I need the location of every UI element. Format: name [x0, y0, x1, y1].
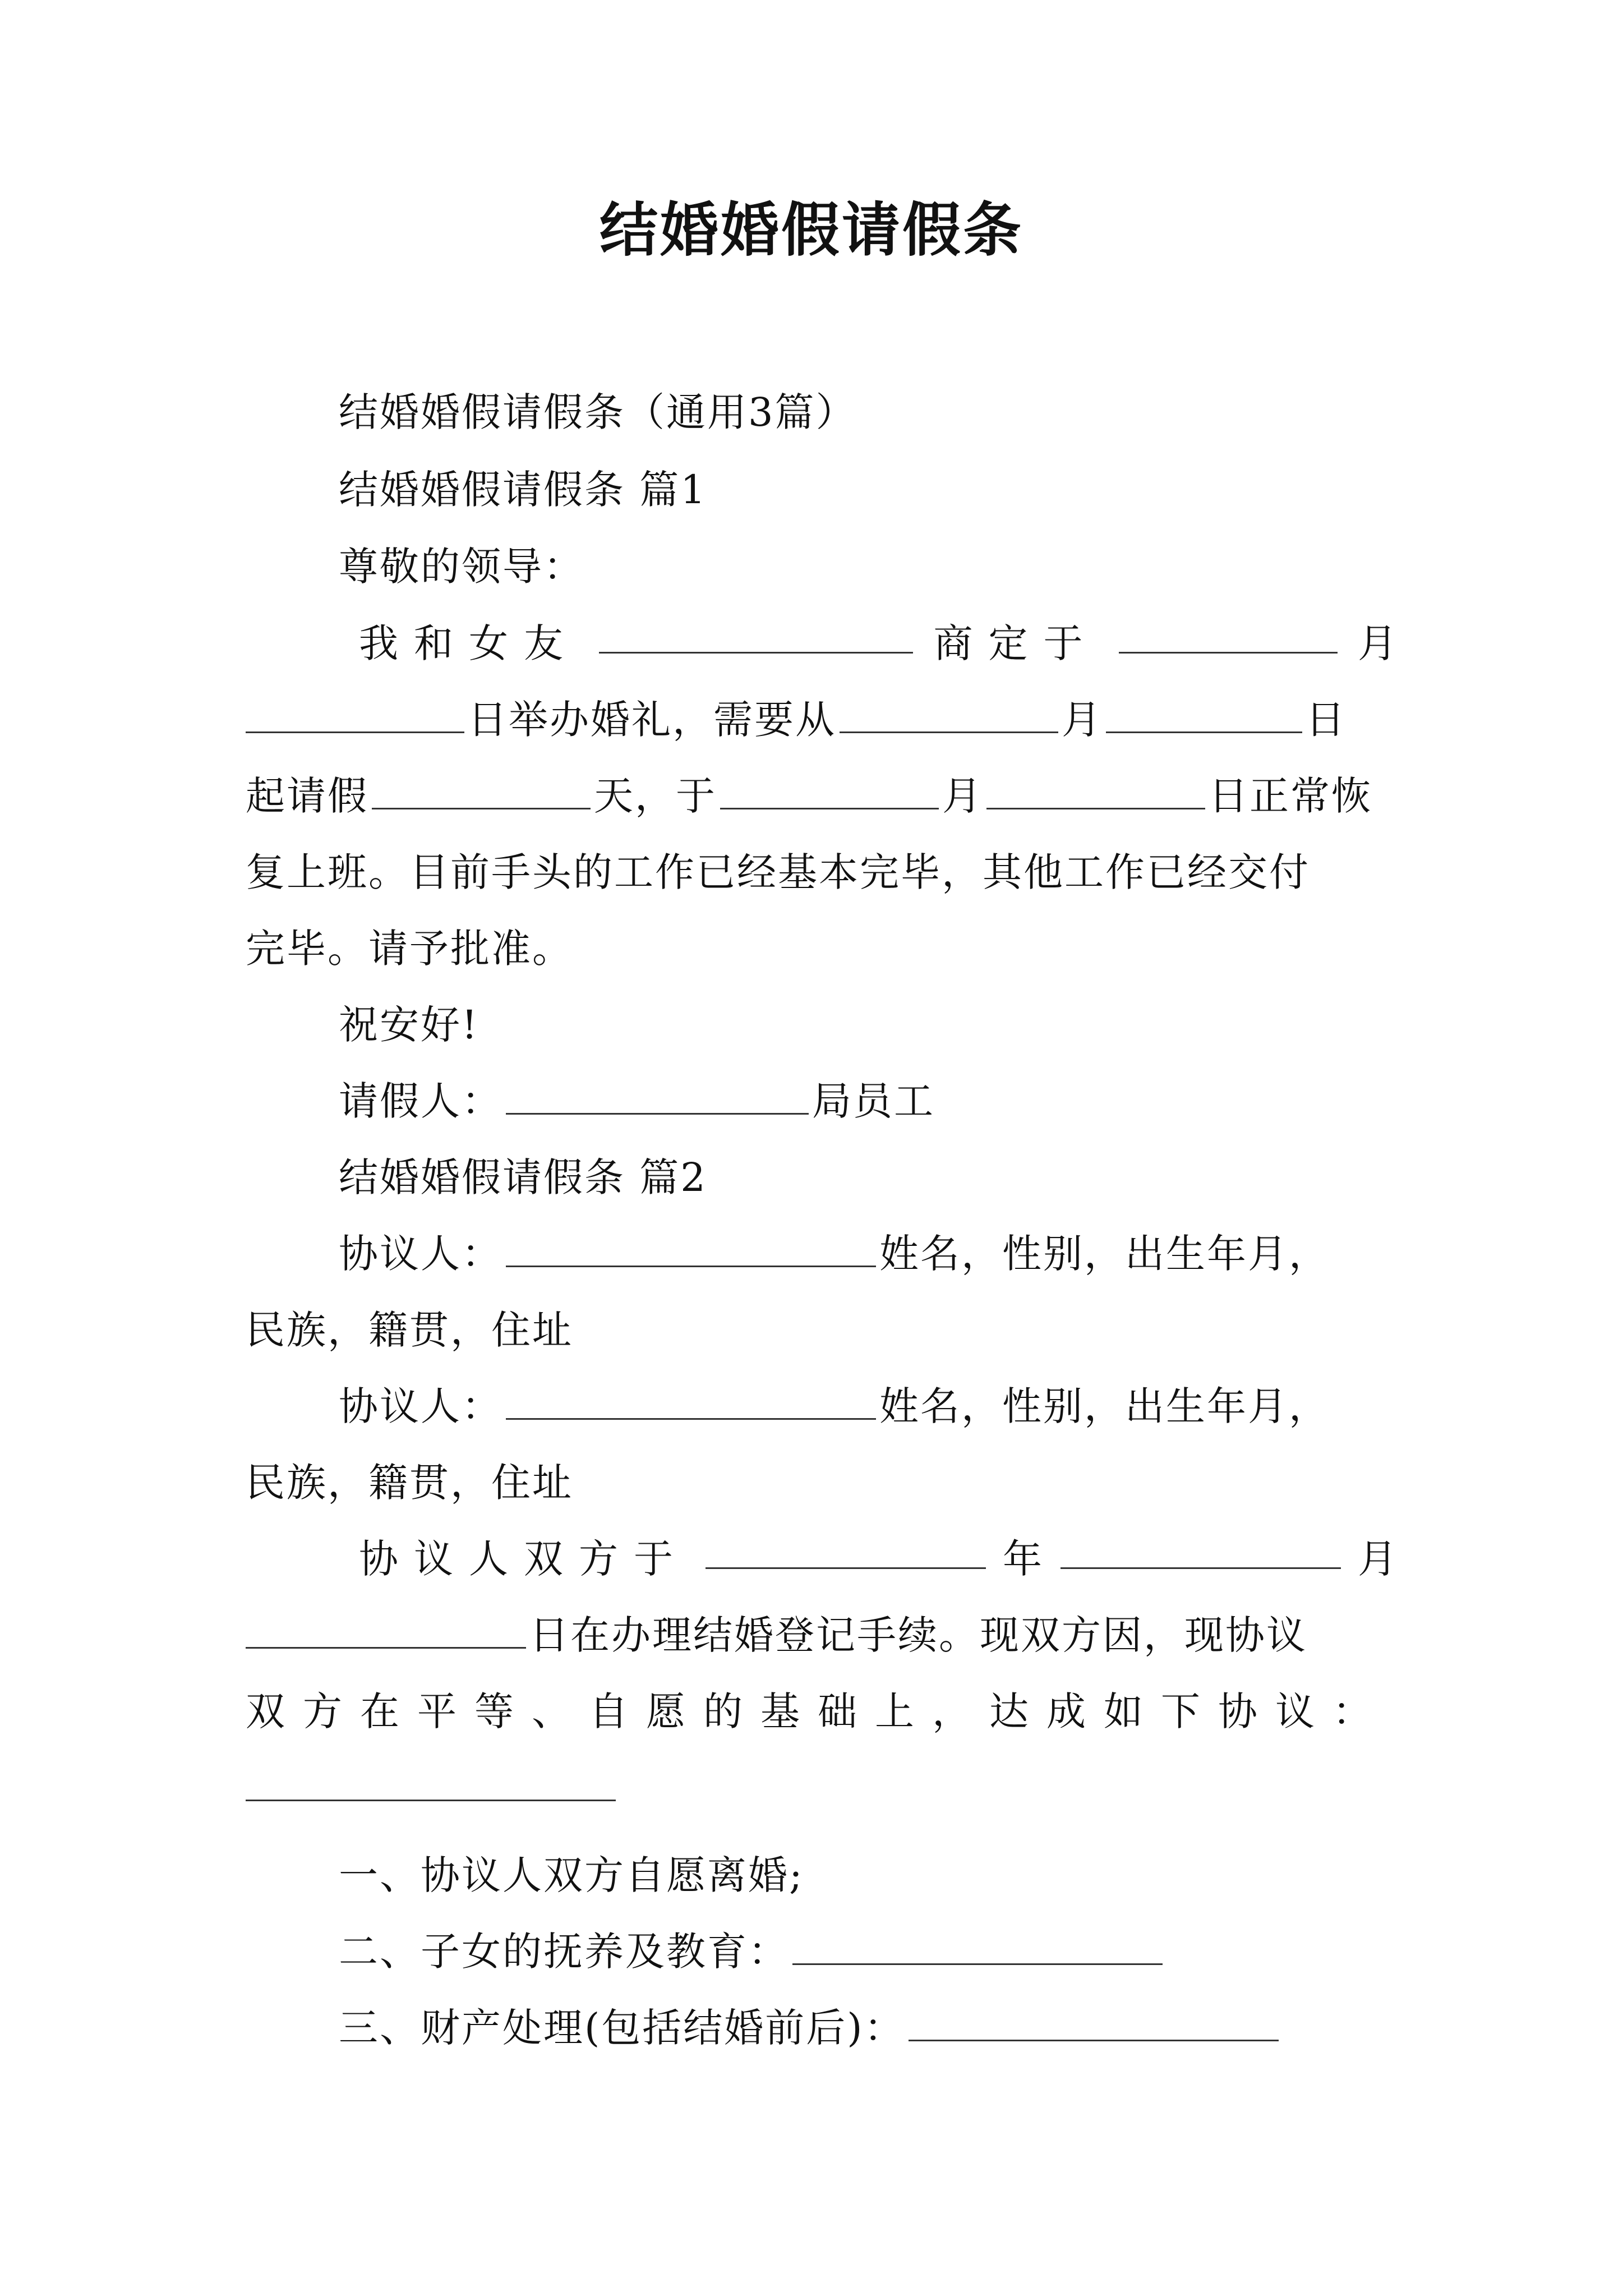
paragraph-line: 完毕。请予批准。 [246, 926, 573, 972]
blank-line [246, 1757, 619, 1819]
blank-field [1119, 613, 1338, 654]
text-segment: 日举办婚礼，需要从 [468, 697, 836, 743]
list-item-label: 二、子女的抚养及教育： [339, 1929, 789, 1975]
paragraph-line [246, 765, 1372, 827]
paragraph-line [359, 613, 1399, 674]
section-heading-1: 结婚婚假请假条 篇1 [339, 467, 707, 513]
section-heading-2: 结婚婚假请假条 篇2 [339, 1154, 707, 1200]
text-segment: 月 [1358, 1536, 1399, 1582]
list-item: 一、协议人双方自愿离婚; [339, 1852, 804, 1898]
salutation: 尊敬的领导： [339, 544, 584, 590]
party-line [339, 1375, 1330, 1437]
party-fields-line: 民族，籍贯，住址 [246, 1460, 573, 1506]
blank-field [506, 1226, 876, 1267]
list-item [339, 1997, 1282, 2059]
blank-field [246, 1760, 616, 1801]
party-label: 协议人： [339, 1231, 502, 1277]
applicant-label: 请假人： [339, 1078, 502, 1124]
blank-field [720, 769, 939, 809]
text-segment: 月 [942, 773, 983, 819]
text-segment: 月 [1358, 620, 1399, 666]
party-fields-line: 民族，籍贯，住址 [246, 1307, 573, 1353]
paragraph-line [246, 689, 1347, 751]
blank-field [909, 2000, 1279, 2041]
blank-field [506, 1074, 809, 1115]
blank-field [986, 769, 1205, 809]
document-title: 结婚婚假请假条 [599, 196, 1023, 264]
blank-field [792, 1924, 1163, 1965]
paragraph-line: 双方在平等、自愿的基础上，达成如下协议： [246, 1688, 1390, 1734]
paragraph-line: 复上班。目前手头的工作已经基本完毕，其他工作已经交付 [246, 849, 1310, 895]
party-line [339, 1223, 1330, 1285]
blank-field [246, 1608, 526, 1649]
blank-field [506, 1379, 876, 1420]
blank-field [840, 692, 1058, 733]
list-item-label: 三、财产处理(包括结婚前后)： [339, 2005, 905, 2051]
applicant-suffix: 局员工 [812, 1078, 935, 1124]
blank-field [1106, 692, 1302, 733]
blank-field [246, 692, 464, 733]
list-item [339, 1921, 1166, 1982]
blank-field [706, 1528, 986, 1569]
text-segment: 天，于 [594, 773, 717, 819]
text-segment: 我和女友 [359, 620, 579, 666]
paragraph-line [359, 1528, 1399, 1590]
blank-field [1061, 1528, 1341, 1569]
party-fields: 姓名，性别，出生年月， [879, 1383, 1330, 1429]
subtitle: 结婚婚假请假条（通用3篇） [339, 389, 857, 435]
text-segment: 日 [1306, 697, 1347, 743]
paragraph-line [246, 1604, 1307, 1666]
text-segment: 起请假 [246, 773, 368, 819]
blank-field [372, 769, 591, 809]
party-label: 协议人： [339, 1383, 502, 1429]
text-segment: 协议人双方于 [359, 1536, 689, 1582]
blank-field [599, 613, 913, 654]
text-segment: 日在办理结婚登记手续。现双方因，现协议 [529, 1612, 1307, 1658]
text-segment: 年 [1003, 1536, 1044, 1582]
party-fields: 姓名，性别，出生年月， [879, 1231, 1330, 1277]
text-segment: 日正常恢 [1209, 773, 1372, 819]
text-segment: 月 [1062, 697, 1103, 743]
closing: 祝安好! [339, 1002, 479, 1048]
applicant-line [339, 1070, 935, 1132]
text-segment: 商定于 [933, 620, 1099, 666]
